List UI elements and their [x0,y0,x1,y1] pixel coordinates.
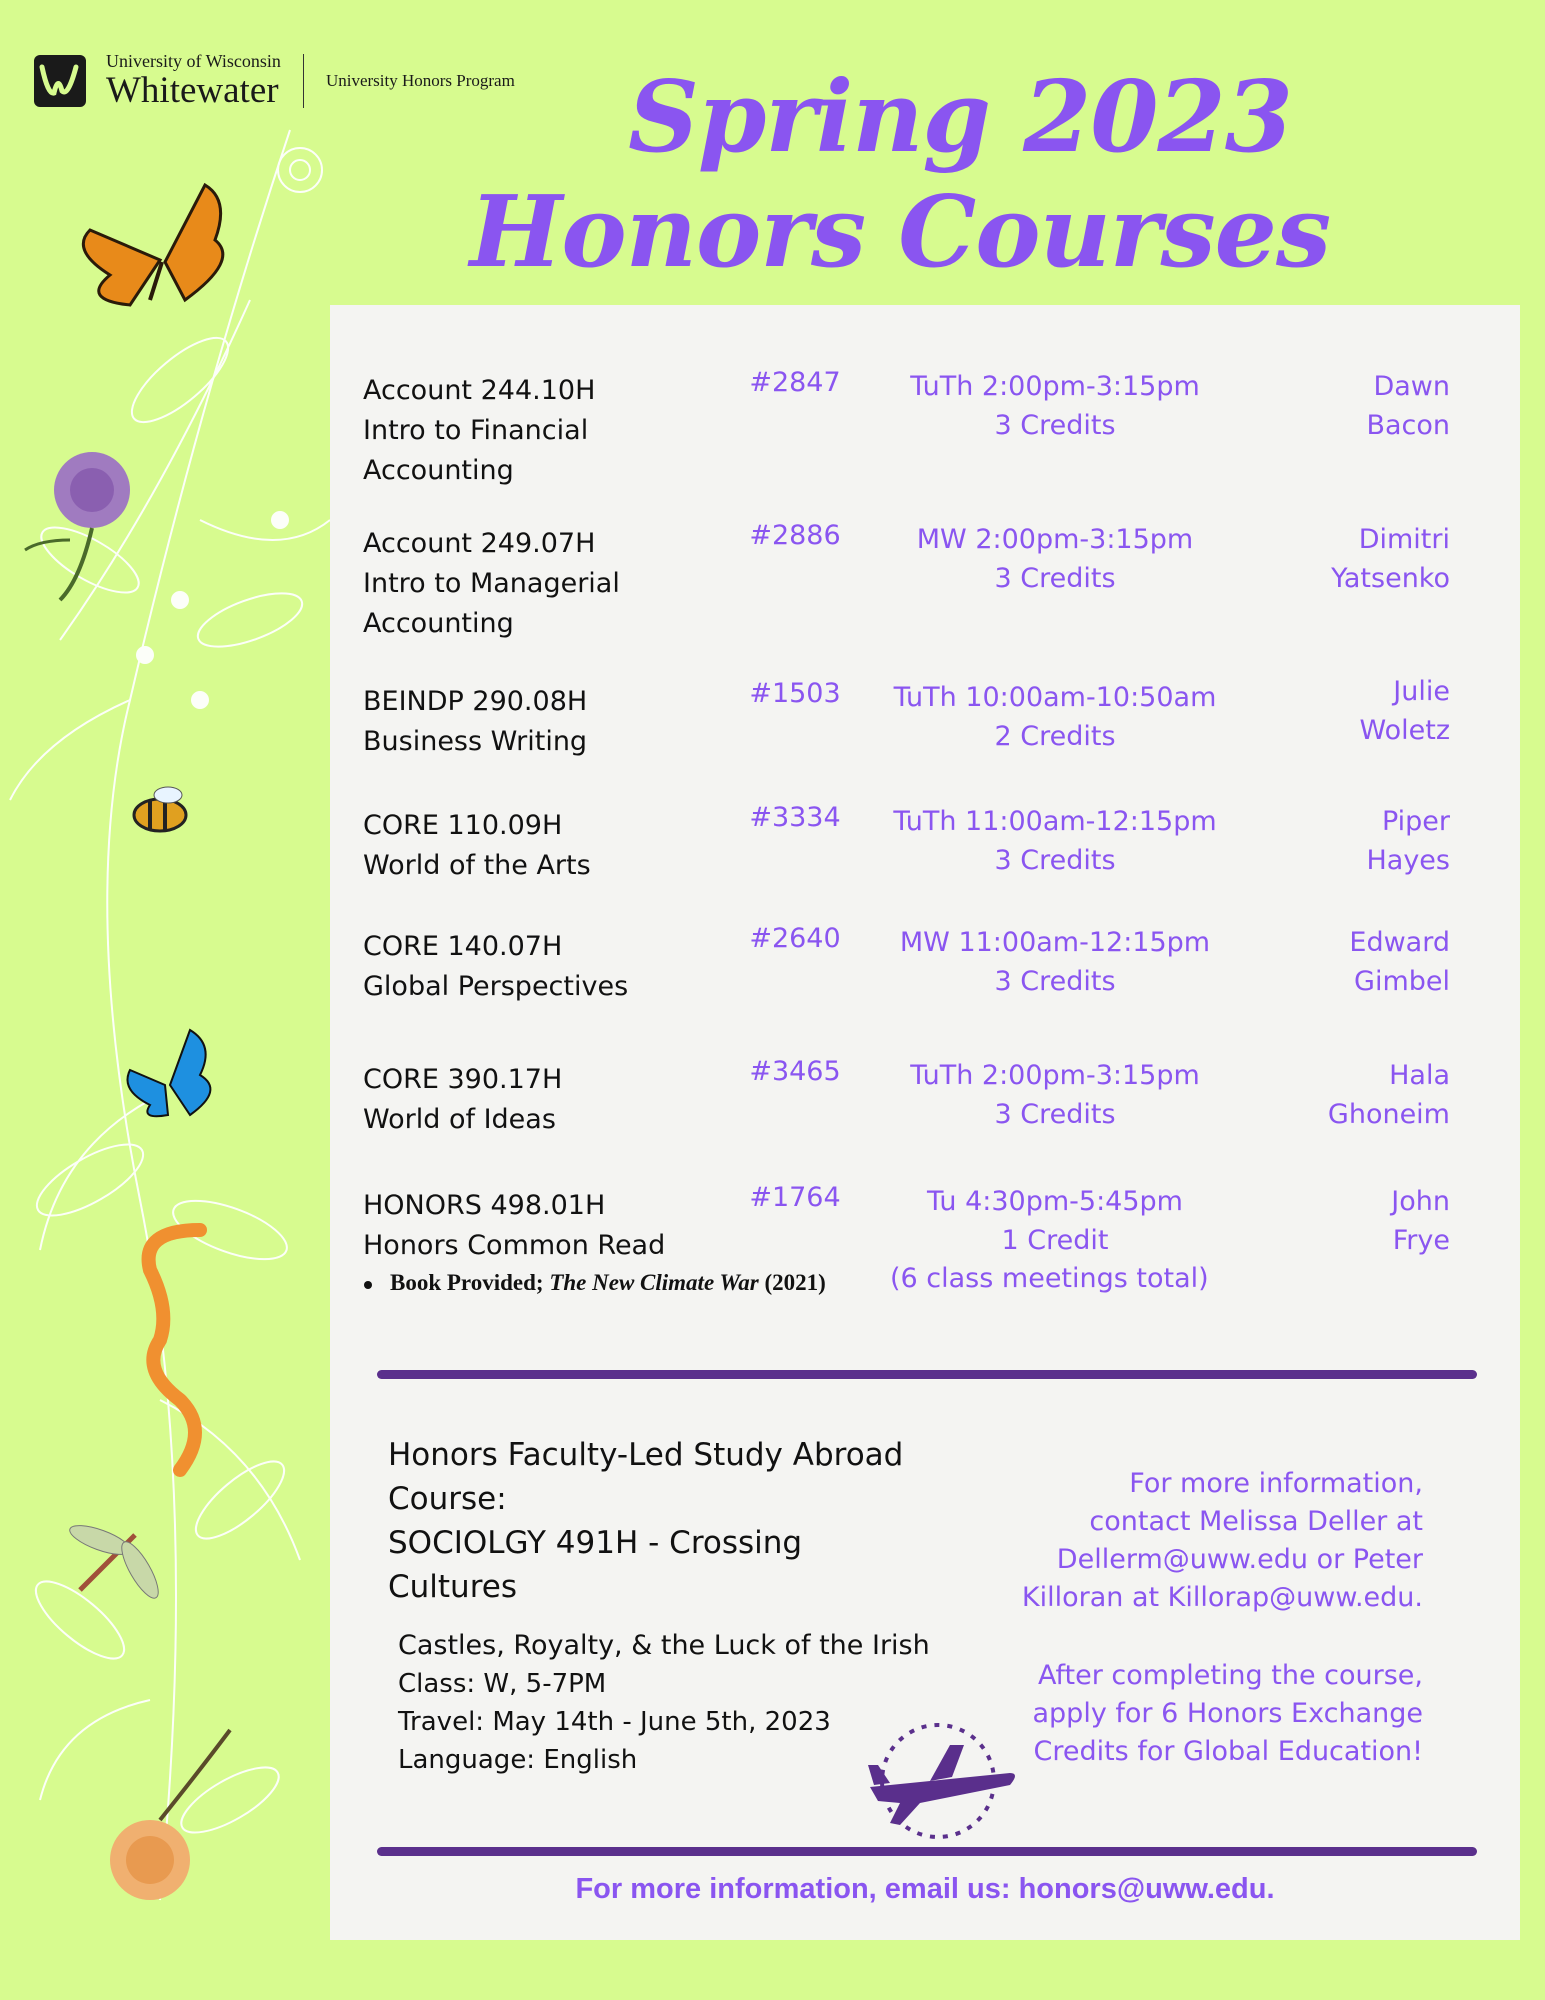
bee-icon [134,787,186,831]
course-credits: 3 Credits [994,1099,1116,1130]
course-title: Intro to Financial Accounting [363,415,589,486]
footer-divider [377,1847,1477,1856]
course-number: #1503 [749,678,841,709]
dragonfly-icon [67,1520,165,1603]
credit-info-line: apply for 6 Honors Exchange [1032,1698,1423,1729]
study-abroad-title-line: Honors Faculty-Led Study Abroad [388,1437,904,1473]
contact-info-line: contact Melissa Deller at [1089,1506,1423,1537]
course-code: HONORS 498.01H [363,1190,606,1221]
contact-info [953,1465,1423,1617]
footer-email: For more information, email us: honors@uww.edu. [575,1873,1275,1905]
course-code: Account 249.07H [363,528,596,559]
instructor-first: Hala [1389,1060,1450,1091]
instructor-first: Dimitri [1358,524,1450,555]
instructor-first: Julie [1393,676,1450,707]
university-name-line2: Whitewater [106,70,279,111]
study-abroad-class: Class: W, 5-7PM [398,1669,607,1699]
study-abroad-subtitle: Castles, Royalty, & the Luck of the Irish [398,1630,930,1661]
course-credits: 3 Credits [994,410,1116,441]
instructor-last: Hayes [1366,845,1450,876]
course-number: #3334 [749,802,841,833]
course-time: MW 2:00pm-3:15pm [916,524,1194,555]
blue-butterfly-icon [128,1030,211,1116]
course-instructor [1250,520,1450,598]
course-title: World of the Arts [363,850,591,881]
course-code: CORE 390.17H [363,1064,563,1095]
course-time: TuTh 2:00pm-3:15pm [910,1060,1200,1091]
contact-info-line: Killoran at Killorap@uww.edu. [1021,1582,1423,1613]
course-name [363,682,703,762]
program-name: University Honors Program [325,70,515,90]
book-prefix: Book Provided; [390,1270,544,1295]
floral-decoration [0,0,340,2000]
aster-flower-icon [25,452,130,600]
study-abroad-title-line: Course: [388,1481,507,1517]
course-number: #2886 [749,520,841,551]
course-instructor [1250,1056,1450,1134]
course-code: Account 244.10H [363,375,596,406]
course-instructor [1250,923,1450,1001]
course-name [363,371,703,491]
study-abroad-language: Language: English [398,1745,638,1775]
bullet-dot [364,1281,372,1289]
course-name [363,1060,703,1140]
page-title-line2: Honors Courses [469,175,1331,290]
study-abroad-title-line: SOCIOLGY 491H - Crossing [388,1525,803,1561]
course-number: #2640 [749,923,841,954]
marigold-flower-icon [110,1730,230,1900]
credit-info-line: Credits for Global Education! [1033,1736,1423,1767]
study-abroad-title [388,1433,948,1609]
course-schedule [860,1182,1250,1260]
section-divider [377,1370,1477,1379]
course-schedule [860,520,1250,598]
study-abroad-title-line: Cultures [388,1569,517,1605]
instructor-first: Dawn [1373,371,1450,402]
book-note [364,1270,826,1296]
course-schedule [860,367,1250,445]
credit-info [953,1657,1423,1771]
instructor-last: Woletz [1359,715,1450,746]
course-name [363,524,703,644]
instructor-first: Piper [1381,806,1450,837]
course-title: Honors Common Read [363,1230,666,1261]
course-time: TuTh 10:00am-10:50am [893,682,1217,713]
book-title: The New Climate War [549,1270,759,1295]
instructor-last: Frye [1392,1225,1450,1256]
contact-info-line: Dellerm@uww.edu or Peter [1056,1544,1423,1575]
course-name [363,1186,703,1266]
study-abroad-travel: Travel: May 14th - June 5th, 2023 [398,1707,831,1737]
course-number: #3465 [749,1056,841,1087]
credit-info-line: After completing the course, [1038,1660,1423,1691]
course-name [363,927,703,1007]
course-time: Tu 4:30pm-5:45pm [927,1186,1183,1217]
course-title: Global Perspectives [363,971,629,1002]
course-credits: 3 Credits [994,966,1116,997]
course-credits: 1 Credit [1001,1225,1109,1256]
course-instructor [1250,672,1450,750]
monarch-butterfly-icon [83,185,222,305]
course-code: CORE 140.07H [363,931,563,962]
instructor-first: Edward [1349,927,1450,958]
course-schedule [860,1056,1250,1134]
course-instructor [1250,367,1450,445]
course-title: Business Writing [363,726,588,757]
course-schedule [860,802,1250,880]
book-year: (2021) [764,1270,826,1295]
course-schedule [860,678,1250,756]
course-name [363,806,703,886]
instructor-last: Gimbel [1354,966,1450,997]
university-name-line1: University of Wisconsin [106,51,281,71]
course-instructor [1250,802,1450,880]
course-number: #2847 [749,367,841,398]
course-time: MW 11:00am-12:15pm [899,927,1211,958]
course-time: TuTh 2:00pm-3:15pm [910,371,1200,402]
course-instructor [1250,1182,1450,1260]
instructor-last: Ghoneim [1327,1099,1450,1130]
instructor-first: John [1391,1186,1450,1217]
course-code: CORE 110.09H [363,810,563,841]
course-time: TuTh 11:00am-12:15pm [893,806,1217,837]
meetings-note: (6 class meetings total) [890,1263,1209,1294]
course-credits: 3 Credits [994,563,1116,594]
courses-panel [330,305,1520,1940]
course-title: World of Ideas [363,1104,556,1135]
course-credits: 3 Credits [994,845,1116,876]
page-title-line1: Spring 2023 [628,60,1292,175]
course-code: BEINDP 290.08H [363,686,588,717]
course-number: #1764 [749,1182,841,1213]
snake-icon [149,1230,200,1470]
study-abroad-details [398,1627,930,1779]
course-credits: 2 Credits [994,721,1116,752]
contact-info-line: For more information, [1129,1468,1423,1499]
course-schedule [860,923,1250,1001]
airplane-icon [860,1715,1020,1855]
instructor-last: Bacon [1366,410,1450,441]
course-title: Intro to Managerial Accounting [363,568,620,639]
instructor-last: Yatsenko [1331,563,1450,594]
